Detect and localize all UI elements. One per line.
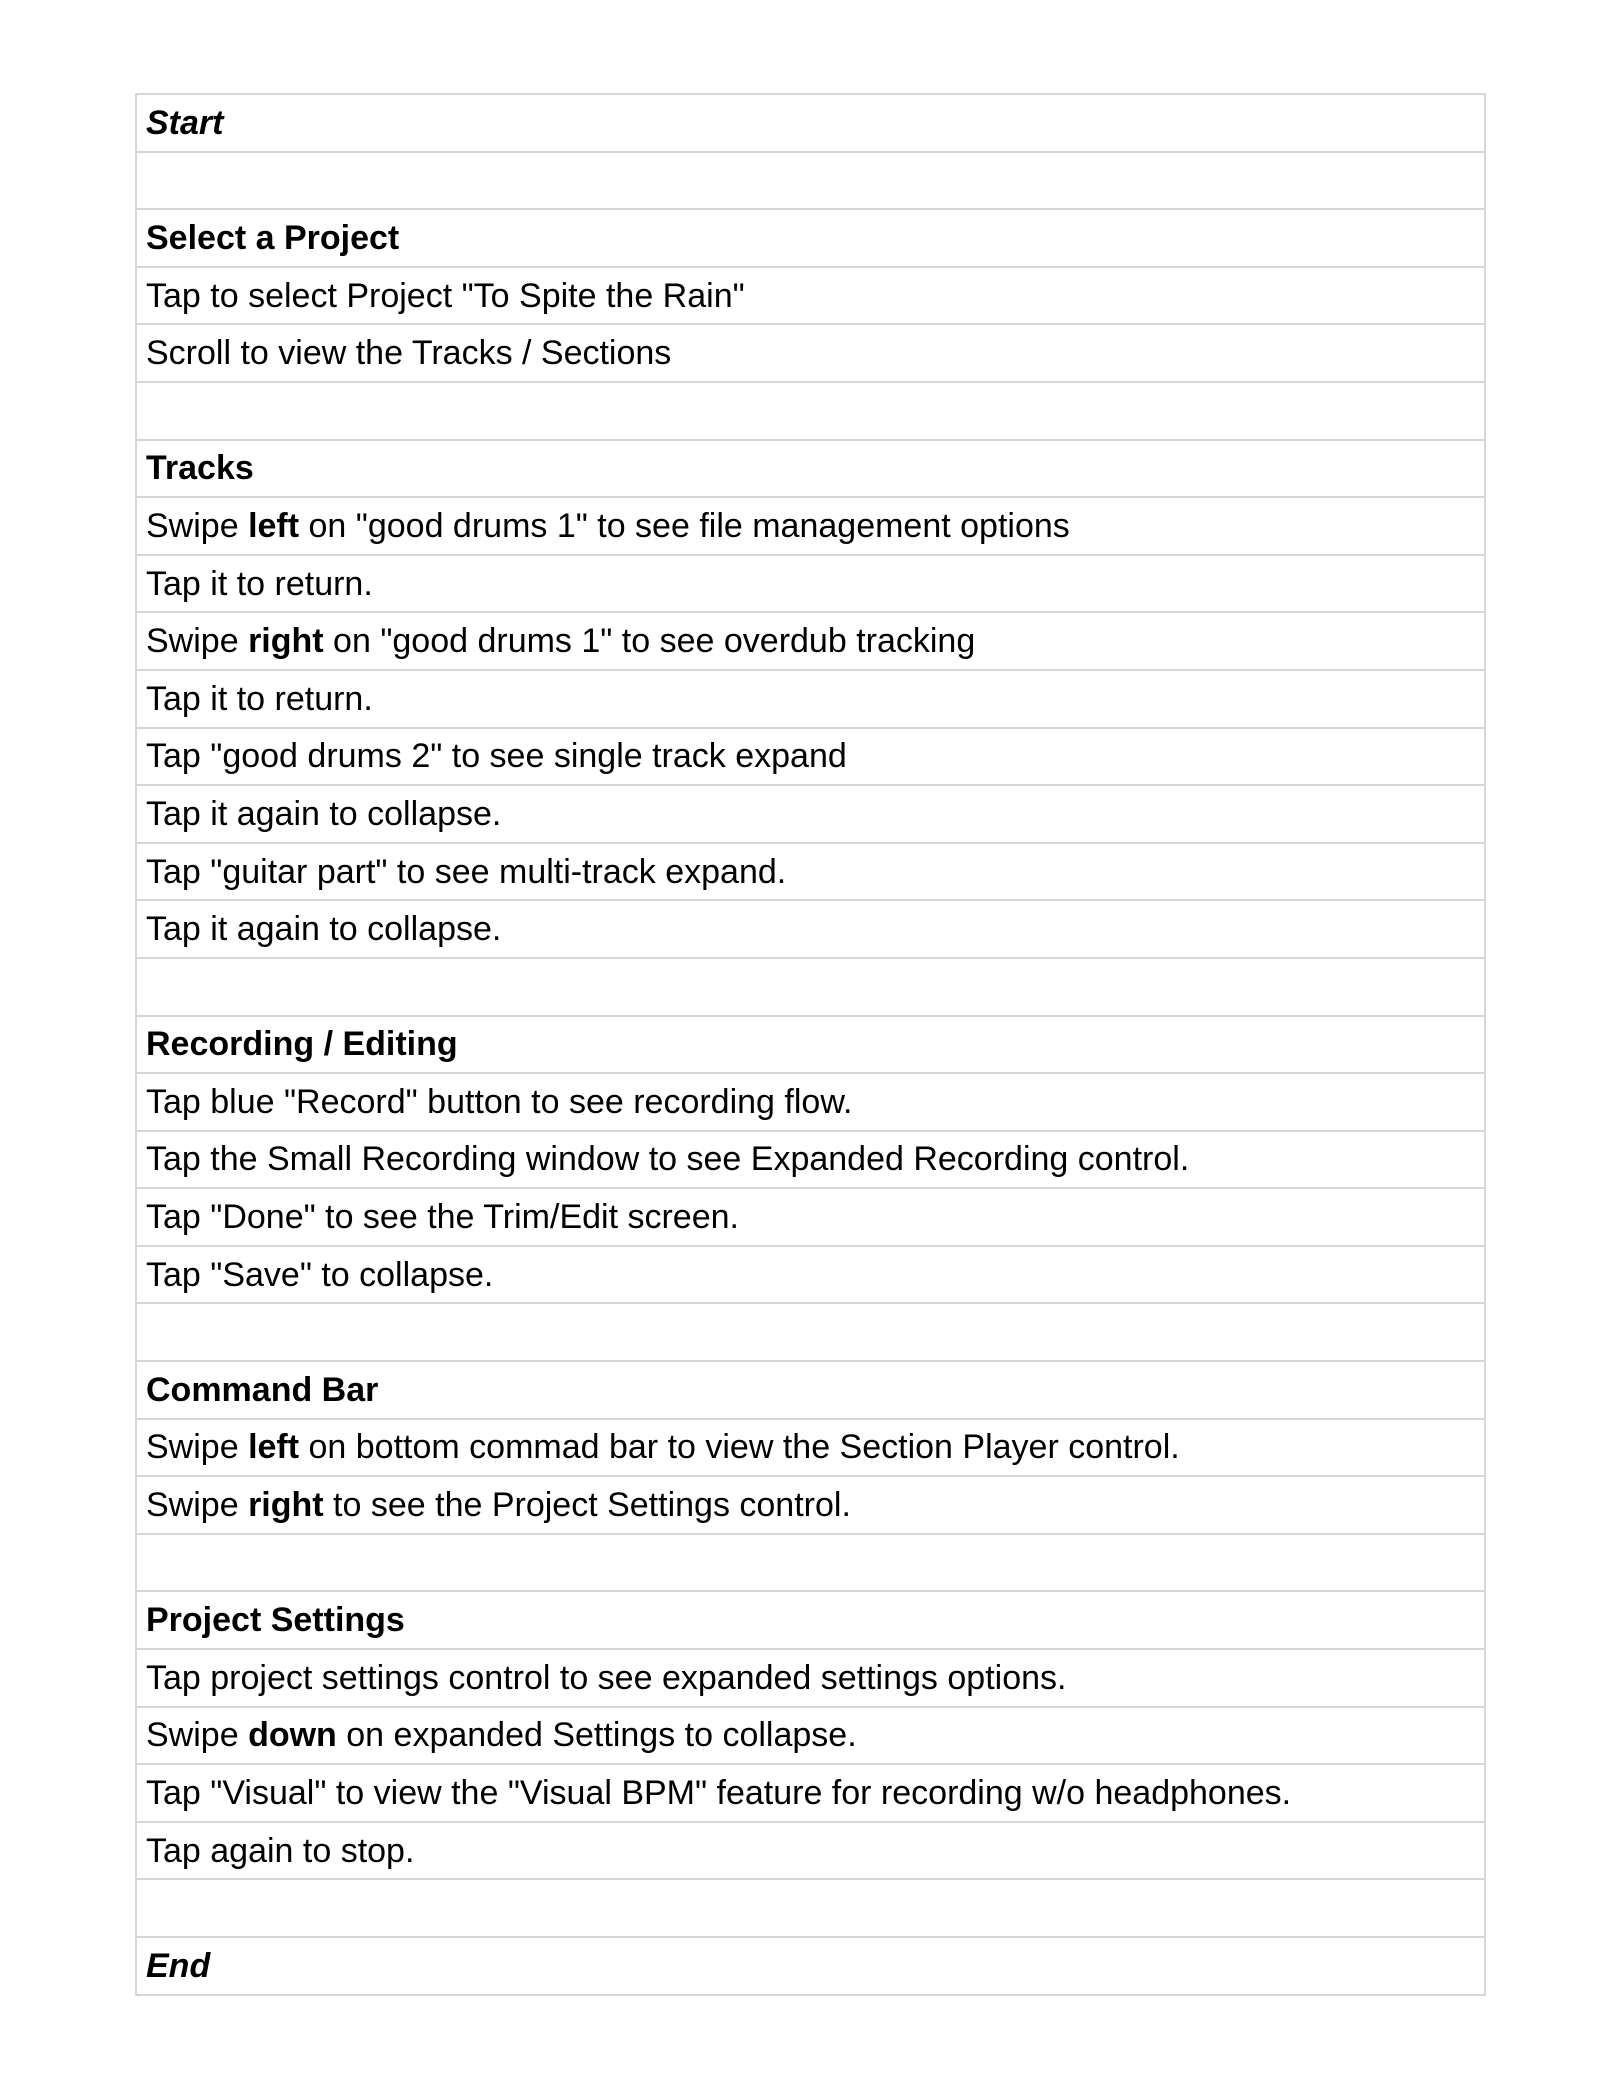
instruction-text: on expanded Settings to collapse. (336, 1716, 857, 1755)
emphasis-text: right (248, 622, 324, 661)
section-heading (137, 441, 1484, 499)
instruction-row (137, 1132, 1484, 1190)
instruction-text: Tap "Visual" to view the "Visual BPM" feature for recording w/o headphones. (146, 1774, 1292, 1813)
instruction-row (137, 325, 1484, 383)
marker-heading (137, 1938, 1484, 1996)
instruction-text: Tap project settings control to see expanded settings options. (146, 1658, 1067, 1697)
empty-row (137, 1880, 1484, 1938)
instruction-row (137, 1650, 1484, 1708)
instruction-row (137, 901, 1484, 959)
instruction-text: Tap the Small Recording window to see Expanded Recording control. (146, 1140, 1190, 1179)
instruction-text: Swipe (146, 1428, 249, 1467)
instruction-text: Tap "good drums 2" to see single track expand (146, 737, 847, 776)
instruction-text: Swipe (146, 1716, 249, 1755)
heading-text: Project Settings (146, 1601, 405, 1640)
instruction-text: Tap "Save" to collapse. (146, 1255, 494, 1294)
instruction-row (137, 1247, 1484, 1305)
emphasis-text: left (248, 506, 300, 545)
section-heading (137, 210, 1484, 268)
instruction-text: on "good drums 1" to see overdub tracking (323, 622, 976, 661)
empty-row (137, 1535, 1484, 1593)
instruction-row (137, 268, 1484, 326)
marker-text: Start (146, 103, 224, 142)
instruction-text: on "good drums 1" to see file management options (299, 506, 1070, 545)
instruction-row (137, 498, 1484, 556)
instruction-text: Tap to select Project "To Spite the Rain" (146, 276, 745, 315)
marker-text: End (146, 1946, 211, 1985)
heading-text: Tracks (146, 449, 254, 488)
instruction-row (137, 729, 1484, 787)
instruction-text: to see the Project Settings control. (323, 1486, 851, 1525)
instruction-text: Tap it to return. (146, 679, 373, 718)
marker-heading (137, 95, 1484, 153)
empty-row (137, 383, 1484, 441)
instruction-text: Tap it to return. (146, 564, 373, 603)
instruction-row (137, 556, 1484, 614)
instruction-row (137, 1823, 1484, 1881)
instruction-row (137, 1189, 1484, 1247)
emphasis-text: right (248, 1486, 324, 1525)
instruction-table (135, 93, 1486, 1996)
instruction-text: Tap it again to collapse. (146, 794, 502, 833)
instruction-text: Scroll to view the Tracks / Sections (146, 334, 672, 373)
instruction-text: Swipe (146, 622, 249, 661)
heading-text: Command Bar (146, 1370, 379, 1409)
instruction-text: Tap it again to collapse. (146, 910, 502, 949)
instruction-text: on bottom commad bar to view the Section Player control. (299, 1428, 1180, 1467)
empty-row (137, 959, 1484, 1017)
instruction-row (137, 844, 1484, 902)
instruction-row (137, 613, 1484, 671)
emphasis-text: down (248, 1716, 337, 1755)
instruction-text: Tap "guitar part" to see multi-track expand. (146, 852, 787, 891)
section-heading (137, 1017, 1484, 1075)
instruction-row (137, 1477, 1484, 1535)
instruction-row (137, 1765, 1484, 1823)
heading-text: Select a Project (146, 218, 400, 257)
instruction-row (137, 1420, 1484, 1478)
heading-text: Recording / Editing (146, 1025, 458, 1064)
instruction-text: Tap blue "Record" button to see recording flow. (146, 1082, 853, 1121)
instruction-row (137, 786, 1484, 844)
section-heading (137, 1362, 1484, 1420)
instruction-text: Swipe (146, 1486, 249, 1525)
section-heading (137, 1592, 1484, 1650)
empty-row (137, 153, 1484, 211)
instruction-text: Tap "Done" to see the Trim/Edit screen. (146, 1198, 739, 1237)
instruction-row (137, 1074, 1484, 1132)
instruction-row (137, 1708, 1484, 1766)
instruction-row (137, 671, 1484, 729)
empty-row (137, 1304, 1484, 1362)
instruction-text: Tap again to stop. (146, 1831, 415, 1870)
instruction-text: Swipe (146, 506, 249, 545)
emphasis-text: left (248, 1428, 300, 1467)
